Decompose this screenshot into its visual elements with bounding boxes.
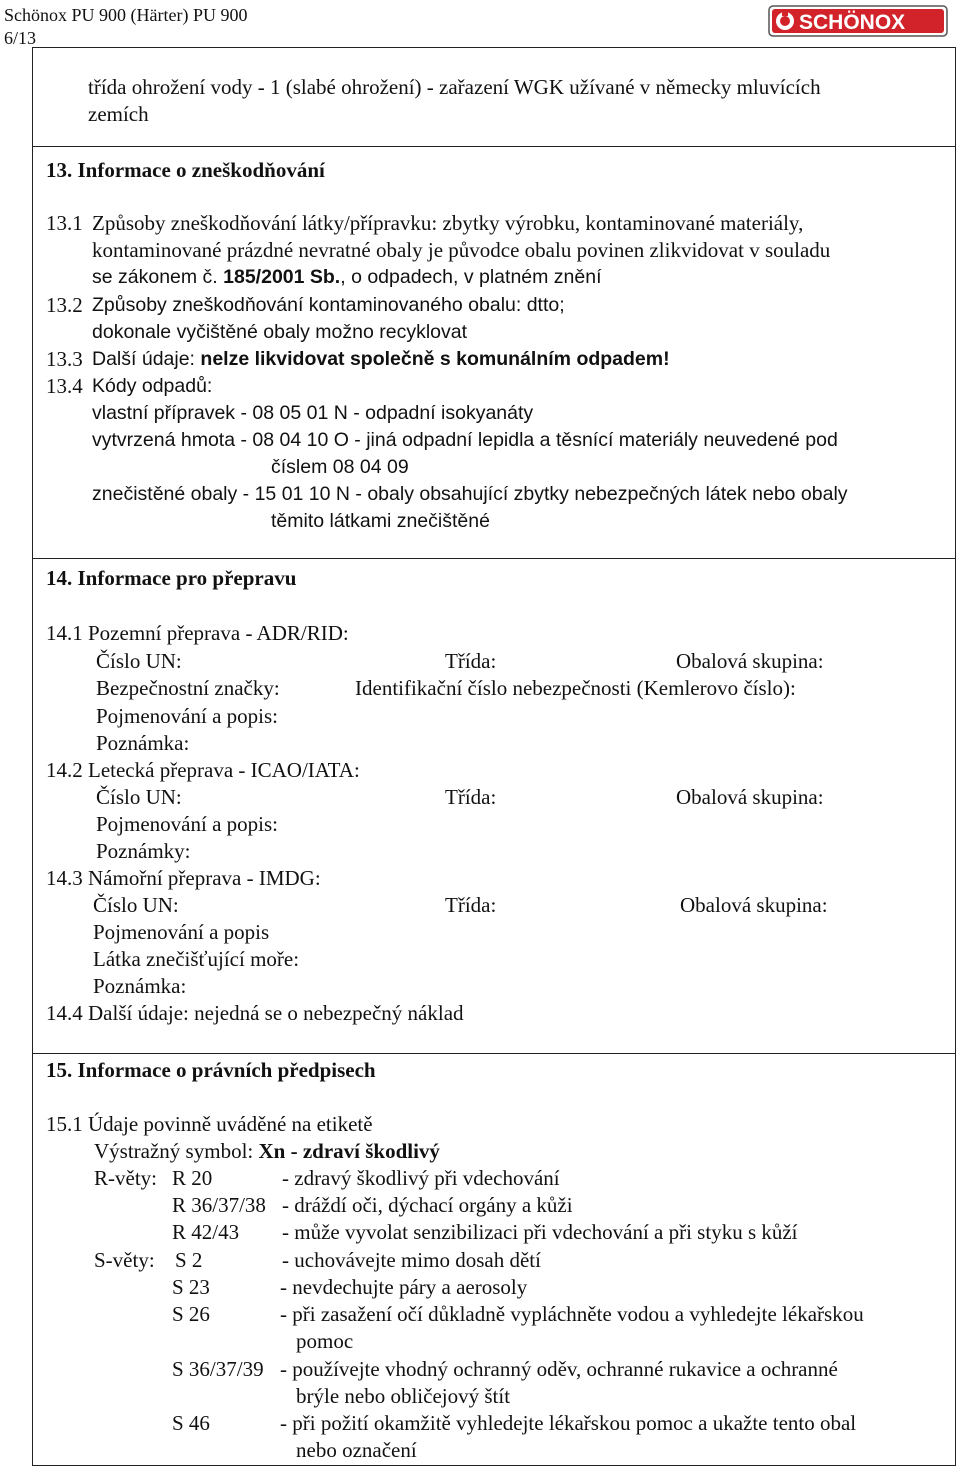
field-label: Třída:: [445, 893, 497, 917]
field-label: Číslo UN:: [96, 649, 182, 673]
phrase-code: S 2: [175, 1248, 203, 1272]
field-label: Poznámka:: [93, 974, 187, 998]
field-label: Bezpečnostní značky:: [96, 676, 280, 700]
clause-number: 13.2: [46, 293, 83, 317]
s-phrases-label: S-věty:: [94, 1248, 155, 1272]
schonox-logo: [768, 5, 948, 37]
transport-heading: 14.2 Letecká přeprava - ICAO/IATA:: [46, 758, 360, 782]
warning-text: nelze likvidovat společně s komunálním odpadem!: [200, 348, 670, 370]
phrase-text: - uchovávejte mimo dosah dětí: [282, 1248, 541, 1272]
field-label: Látka znečišťující moře:: [93, 947, 300, 971]
field-label: Třída:: [445, 785, 497, 809]
clause-number: 13.1: [46, 211, 83, 235]
hazard-symbol: Xn - zdraví škodlivý: [258, 1139, 440, 1163]
field-label: Obalová skupina:: [676, 649, 824, 673]
section-13-title: 13. Informace o zneškodňování: [46, 158, 325, 182]
phrase-code: R 36/37/38: [172, 1193, 266, 1217]
section-15-title: 15. Informace o právních předpisech: [46, 1058, 376, 1082]
logo-text: SCHÖNOX: [799, 11, 906, 34]
frame-top: [32, 47, 956, 48]
divider: [32, 558, 956, 559]
page-number: 6/13: [4, 28, 37, 48]
phrase-text: - může vyvolat senzibilizaci při vdechování a při styku s kůží: [282, 1220, 798, 1244]
transport-heading: 14.1 Pozemní přeprava - ADR/RID:: [46, 621, 349, 645]
field-label: Číslo UN:: [93, 893, 179, 917]
text-segment: Další údaje:: [92, 348, 201, 370]
waste-code-line: znečistěné obaly - 15 01 10 N - obaly obsahující zbytky nebezpečných látek nebo obaly: [92, 483, 848, 505]
text-line: Způsoby zneškodňování kontaminovaného obalu: dtto;: [92, 294, 565, 316]
frame-bottom: [32, 1465, 956, 1466]
phrase-text: - při zasažení očí důkladně vypláchněte vodou a vyhledejte lékařskou: [280, 1302, 864, 1326]
frame-left: [32, 47, 33, 1465]
hazard-symbol-line: [94, 1138, 440, 1164]
field-label: Pojmenování a popis: [93, 920, 270, 944]
field-label: Poznámka:: [96, 731, 190, 755]
text-segment: , o odpadech, v platném znění: [340, 266, 602, 288]
field-label: Číslo UN:: [96, 785, 182, 809]
phrase-text: - používejte vhodný ochranný oděv, ochranné rukavice a ochranné: [280, 1357, 838, 1381]
divider: [32, 1053, 956, 1054]
field-label: Obalová skupina:: [676, 785, 824, 809]
waste-code-line: číslem 08 04 09: [271, 456, 409, 478]
phrase-text: - dráždí oči, dýchací orgány a kůži: [282, 1193, 573, 1217]
clause-number: 13.4: [46, 374, 83, 398]
field-label: Třída:: [445, 649, 497, 673]
law-reference: 185/2001 Sb.: [223, 266, 341, 288]
text-segment: Výstražný symbol:: [94, 1139, 259, 1163]
divider: [32, 146, 956, 147]
waste-code-line: vytvrzená hmota - 08 04 10 O - jiná odpadní lepidla a těsnící materiály neuvedené pod: [92, 429, 838, 451]
field-label: Pojmenování a popis:: [96, 812, 278, 836]
text-line: [92, 264, 602, 290]
phrase-text: - nevdechujte páry a aerosoly: [280, 1275, 528, 1299]
phrase-code: S 26: [172, 1302, 210, 1326]
phrase-text: brýle nebo obličejový štít: [296, 1384, 511, 1408]
transport-note: 14.4 Další údaje: nejedná se o nebezpečný náklad: [46, 1001, 464, 1025]
frame-right: [955, 47, 956, 1465]
phrase-code: S 36/37/39: [172, 1357, 264, 1381]
phrase-text: - při požití okamžitě vyhledejte lékařskou pomoc a ukažte tento obal: [280, 1411, 857, 1435]
text-line: Způsoby zneškodňování látky/přípravku: zbytky výrobku, kontaminované materiály,: [92, 211, 804, 235]
waste-code-line: vlastní přípravek - 08 05 01 N - odpadní isokyanáty: [92, 402, 534, 424]
wgk-line: zemích: [88, 102, 149, 126]
field-label: Identifikační číslo nebezpečnosti (Kemlerovo číslo):: [355, 676, 796, 700]
text-line: dokonale vyčištěné obaly možno recyklovat: [92, 321, 468, 343]
field-label: Pojmenování a popis:: [96, 704, 278, 728]
section-14-title: 14. Informace pro přepravu: [46, 566, 297, 590]
clause-heading: 15.1 Údaje povinně uváděné na etiketě: [46, 1112, 373, 1136]
phrase-code: R 42/43: [172, 1220, 240, 1244]
text-line: kontaminované prázdné nevratné obaly je původce obalu povinen zlikvidovat v souladu: [92, 238, 831, 262]
r-phrases-label: R-věty:: [94, 1166, 157, 1190]
field-label: Obalová skupina:: [680, 893, 828, 917]
phrase-code: S 46: [172, 1411, 210, 1435]
field-label: Poznámky:: [96, 839, 191, 863]
text-line: [92, 346, 670, 372]
text-segment: se zákonem č.: [92, 266, 224, 288]
transport-heading: 14.3 Námořní přeprava - IMDG:: [46, 866, 321, 890]
phrase-code: R 20: [172, 1166, 213, 1190]
phrase-code: S 23: [172, 1275, 210, 1299]
waste-code-line: těmito látkami znečištěné: [271, 510, 490, 532]
wgk-line: třída ohrožení vody - 1 (slabé ohrožení) - zařazení WGK užívané v německy mluvících: [88, 75, 821, 99]
phrase-text: nebo označení: [296, 1438, 417, 1462]
phrase-text: - zdravý škodlivý při vdechování: [282, 1166, 560, 1190]
phrase-text: pomoc: [296, 1329, 354, 1353]
document-title: Schönox PU 900 (Härter) PU 900: [4, 5, 248, 25]
text-line: Kódy odpadů:: [92, 375, 213, 397]
clause-number: 13.3: [46, 347, 83, 371]
